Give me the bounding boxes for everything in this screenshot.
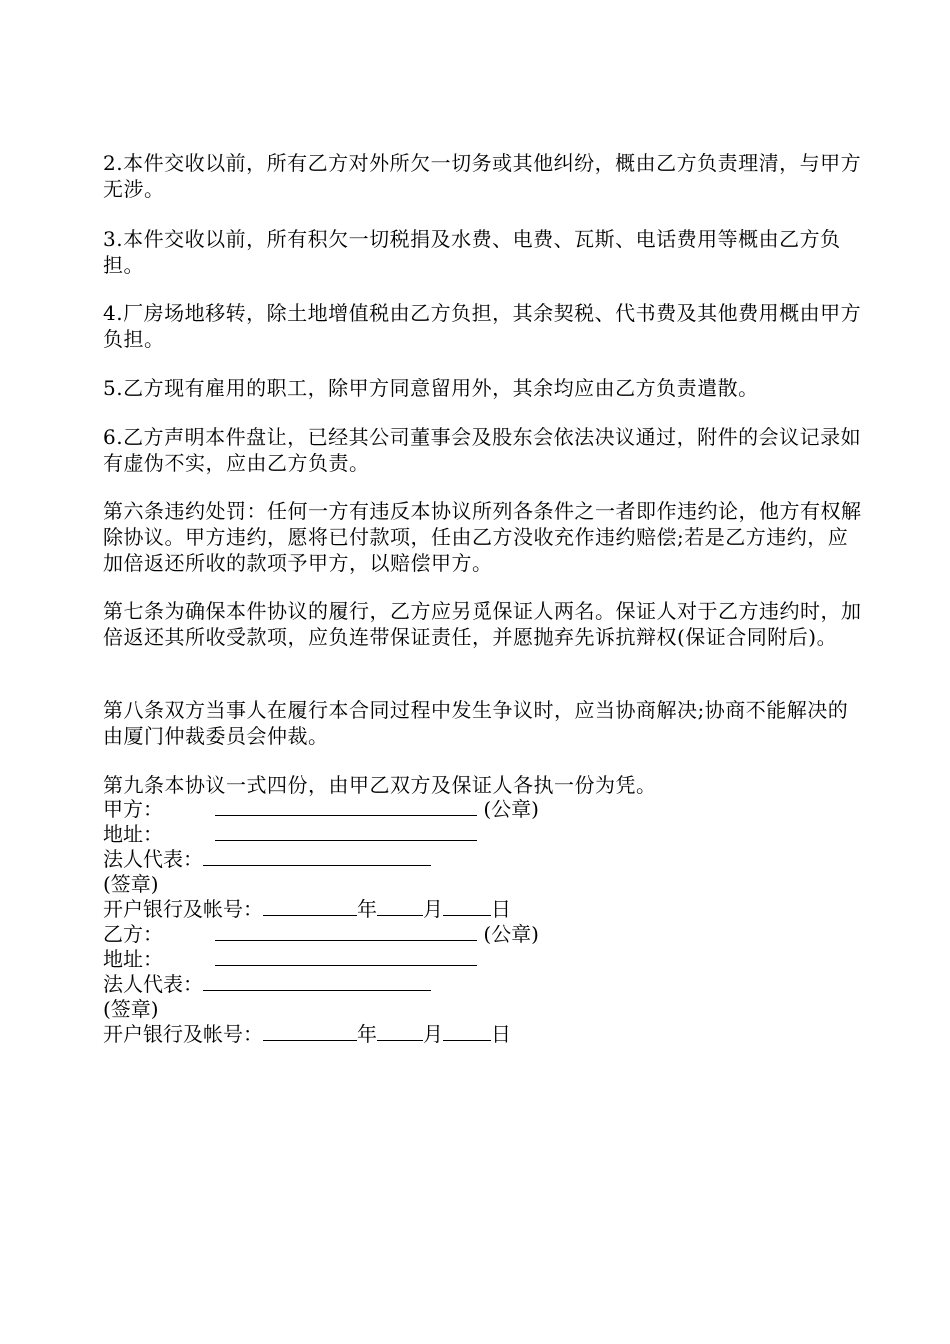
clause-4: 4.厂房场地移转，除土地增值税由乙方负担，其余契税、代书费及其他费用概由甲方负担。 — [103, 301, 862, 351]
article-7-guarantor: 第七条为确保本件协议的履行，乙方应另觅保证人两名。保证人对于乙方违约时，加倍返还其所收受款项，应负连带保证责任，并愿抛弃先诉抗辩权(保证合同附后)。 — [103, 599, 862, 649]
party-b-line — [103, 922, 539, 947]
party-b-rep-line — [103, 972, 431, 997]
party-a-seal: (公章) — [483, 797, 539, 821]
party-a-bank-blank[interactable] — [263, 897, 357, 916]
party-b-blank[interactable] — [215, 922, 477, 941]
party-a-rep-blank[interactable] — [203, 847, 431, 866]
party-a-address-line — [103, 822, 477, 847]
party-b-label: 乙方： — [103, 922, 163, 946]
party-b-rep-blank[interactable] — [203, 972, 431, 991]
article-8-dispute: 第八条双方当事人在履行本合同过程中发生争议时，应当协商解决;协商不能解决的由厦门仲裁委员会仲裁。 — [103, 698, 849, 748]
party-b-bank-label: 开户银行及帐号： — [103, 1022, 263, 1046]
party-b-month-blank[interactable] — [377, 1022, 423, 1041]
party-b-address-label: 地址： — [103, 947, 163, 971]
party-a-sign-line — [103, 872, 159, 897]
party-a-bank-line — [103, 897, 511, 922]
clause-3: 3.本件交收以前，所有积欠一切税捐及水费、电费、瓦斯、电话费用等概由乙方负担。 — [103, 227, 841, 277]
party-a-day: 日 — [491, 897, 511, 921]
party-b-address-blank[interactable] — [215, 947, 477, 966]
clause-2: 2.本件交收以前，所有乙方对外所欠一切务或其他纠纷，概由乙方负责理清，与甲方无涉。 — [103, 151, 862, 201]
party-a-month: 月 — [423, 897, 443, 921]
party-a-label: 甲方： — [103, 797, 163, 821]
party-b-month: 月 — [423, 1022, 443, 1046]
party-a-line — [103, 797, 539, 822]
article-6-breach: 第六条违约处罚：任何一方有违反本协议所列各条件之一者即作违约论，他方有权解除协议。甲方违约，愿将已付款项，任由乙方没收充作违约赔偿;若是乙方违约，应加倍返还所收的款项予甲方，以赔偿甲方。 — [103, 499, 862, 575]
party-a-rep-line — [103, 847, 431, 872]
party-a-rep-label: 法人代表： — [103, 847, 203, 871]
clause-5: 5.乙方现有雇用的职工，除甲方同意留用外，其余均应由乙方负责遣散。 — [103, 376, 759, 400]
party-b-day: 日 — [491, 1022, 511, 1046]
party-a-month-blank[interactable] — [377, 897, 423, 916]
party-b-bank-blank[interactable] — [263, 1022, 357, 1041]
party-b-address-line — [103, 947, 477, 972]
party-a-address-blank[interactable] — [215, 822, 477, 841]
party-a-year: 年 — [357, 897, 377, 921]
article-9-copies: 第九条本协议一式四份，由甲乙双方及保证人各执一份为凭。 — [103, 773, 657, 797]
party-b-year: 年 — [357, 1022, 377, 1046]
party-a-day-blank[interactable] — [443, 897, 491, 916]
clause-6: 6.乙方声明本件盘让，已经其公司董事会及股东会依法决议通过，附件的会议记录如有虚伪不实，应由乙方负责。 — [103, 425, 862, 475]
party-a-sign: (签章) — [103, 872, 159, 896]
party-b-seal: (公章) — [483, 922, 539, 946]
party-b-day-blank[interactable] — [443, 1022, 491, 1041]
party-b-sign-line — [103, 997, 159, 1022]
party-a-address-label: 地址： — [103, 822, 163, 846]
party-a-bank-label: 开户银行及帐号： — [103, 897, 263, 921]
party-b-sign: (签章) — [103, 997, 159, 1021]
party-a-blank[interactable] — [215, 797, 477, 816]
party-b-bank-line — [103, 1022, 511, 1047]
party-b-rep-label: 法人代表： — [103, 972, 203, 996]
